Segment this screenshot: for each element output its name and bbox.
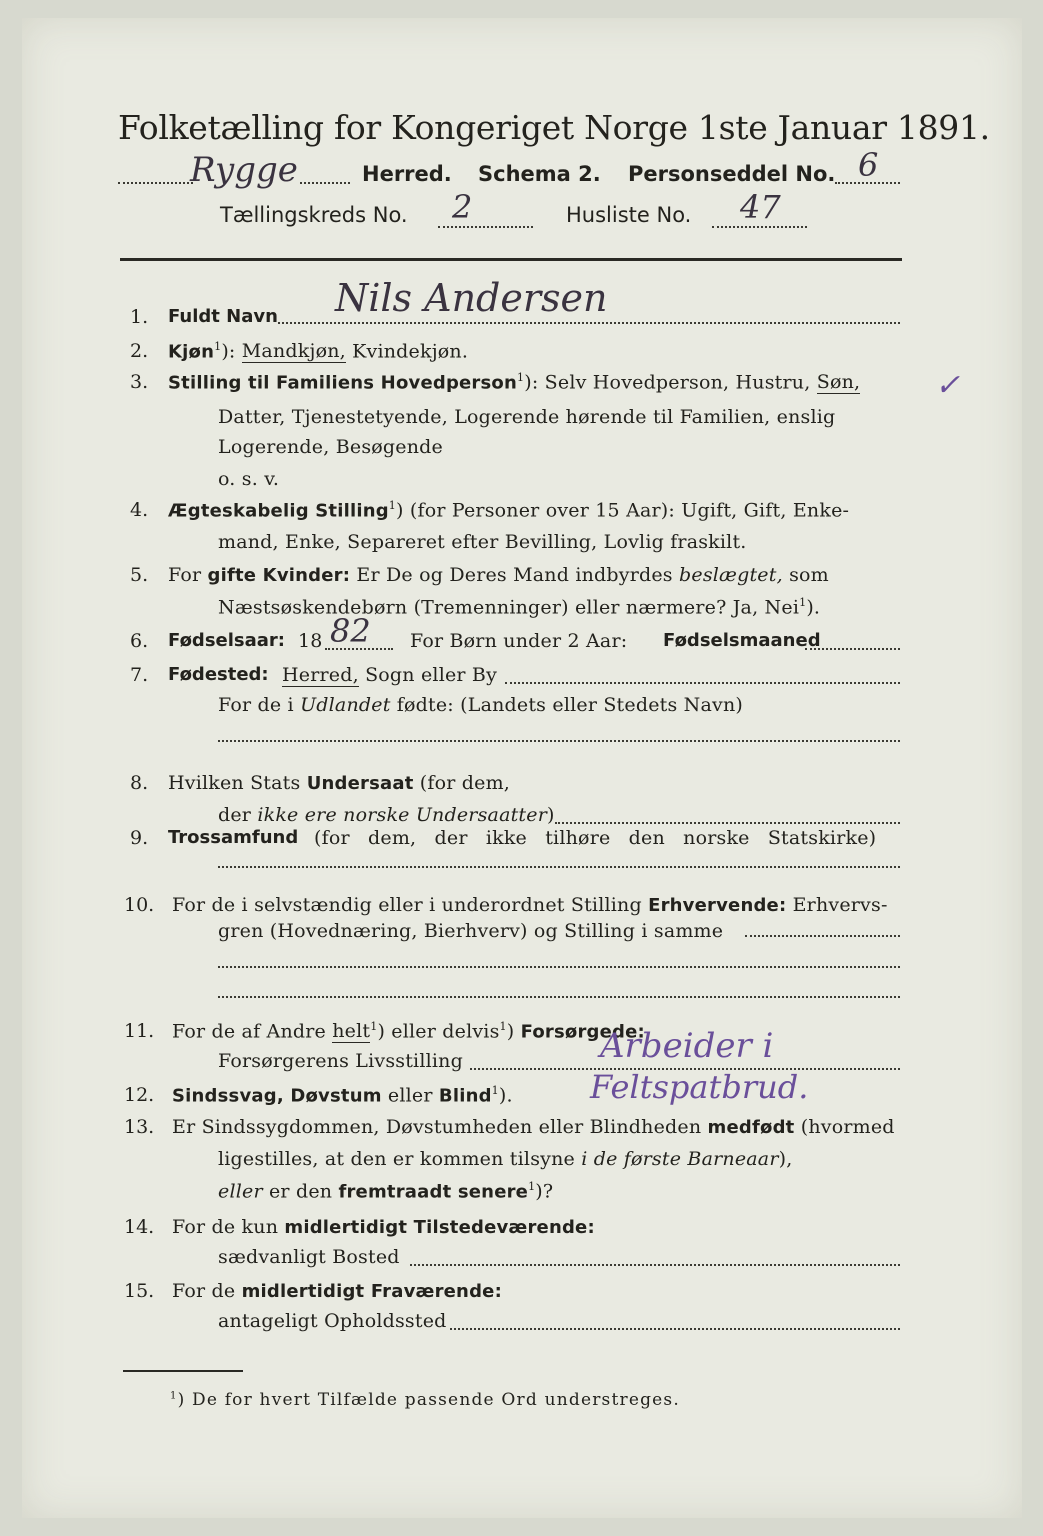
congenital-label: medfødt (707, 1117, 795, 1138)
husliste-dotted-line (712, 226, 807, 228)
married-women-related: beslægtet, (679, 564, 783, 586)
religion-label: Trossamfund (168, 827, 299, 848)
footnote-text: ) De for hvert Tilfælde passende Ord understreges. (177, 1390, 680, 1410)
birthplace-herred: Herred, (282, 664, 359, 686)
herred-dotted-line (118, 182, 193, 184)
item-number: 2. (130, 340, 149, 362)
footnote-marker: 1 (528, 1180, 536, 1193)
birth-month-label: Fødselsmaaned (663, 630, 821, 651)
form-title: Folketælling for Kongeriget Norge 1ste Januar 1891. (118, 108, 990, 147)
birth-month-line (805, 648, 900, 650)
birthplace-row (282, 664, 497, 686)
congenital-later-label: fremtraadt senere (338, 1181, 529, 1203)
item-number: 9. (130, 827, 149, 849)
supported-label: Forsørgede: (520, 1021, 645, 1043)
citizenship-row (168, 772, 510, 794)
item-number: 4. (130, 499, 149, 521)
congenital-or: eller (218, 1180, 263, 1203)
married-women-label: gifte Kvinder: (207, 565, 351, 586)
citizenship-line (555, 822, 900, 824)
sex-label: Kjøn (168, 341, 215, 363)
item-number: 5. (130, 564, 149, 586)
religion-line (218, 866, 900, 868)
item-number: 12. (124, 1084, 155, 1106)
supported-close: ) (506, 1020, 515, 1043)
family-position-row (168, 371, 860, 393)
supporter-occupation-value: Arbeider i (600, 1026, 774, 1066)
married-women-row (168, 564, 829, 586)
footnote-marker: 1 (370, 1020, 378, 1033)
sex-option-female: Kvindekjøn. (352, 340, 469, 363)
probable-residence-label: antageligt Opholdssted (218, 1310, 447, 1332)
congenital-end: )? (535, 1180, 554, 1203)
birth-year-label: Fødselsaar: (168, 630, 285, 651)
congenital-ital: i de første Barneaar (581, 1148, 779, 1170)
congenital-close: ), (778, 1148, 793, 1170)
supported-row (172, 1020, 645, 1042)
citizenship-post: (for dem, (419, 772, 511, 794)
supported-partly: ) eller delvis (377, 1020, 500, 1043)
footnote-marker: 1 (799, 596, 807, 609)
husliste-label: Husliste No. (566, 203, 692, 227)
family-position-options-3: Logerende, Besøgende (218, 436, 443, 458)
congenital-text: ligestilles, at den er kommen tilsyne (218, 1148, 575, 1170)
congenital-row-3 (218, 1180, 553, 1202)
citizenship-label: Undersaat (306, 773, 414, 794)
disability-row (172, 1084, 513, 1106)
family-position-etc: o. s. v. (218, 468, 280, 490)
temporary-present-pre: For de kun (172, 1216, 279, 1238)
sex-option-male: Mandkjøn, (241, 340, 346, 363)
citizenship-ital: ikke ere norske Undersaatter (257, 804, 547, 826)
married-women-pre: For (168, 564, 202, 586)
probable-residence-line (450, 1328, 900, 1330)
married-women-question-2: Næstsøskendebørn (Tremenninger) eller nærmere? Ja, Nei (218, 596, 800, 619)
footnote-marker: 1 (517, 371, 525, 384)
item-number: 10. (124, 894, 155, 916)
sex-row (168, 340, 468, 362)
header-rule (120, 258, 902, 261)
disability-handwritten-value: Feltspatbrud. (590, 1068, 809, 1106)
birth-month-question: For Børn under 2 Aar: (410, 630, 628, 652)
occupation-row (172, 894, 888, 916)
full-name-line (278, 322, 900, 324)
occupation-line-1 (745, 935, 900, 937)
temporary-absent-pre: For de (172, 1280, 236, 1302)
disability-label-2: Blind (438, 1085, 492, 1107)
married-women-som: som (789, 564, 829, 586)
footnote (170, 1390, 680, 1410)
married-women-row-2 (218, 596, 820, 618)
congenital-row-2 (218, 1148, 792, 1170)
footnote-marker: 1 (499, 1020, 507, 1033)
occupation-line-2 (218, 966, 900, 968)
personseddel-label: Personseddel No. (628, 162, 836, 186)
item-number: 15. (124, 1280, 155, 1302)
married-women-question: Er De og Deres Mand indbyrdes (356, 564, 673, 586)
temporary-present-label: midlertidigt Tilstedeværende: (284, 1217, 595, 1238)
birthplace-abroad-text: fødte: (Landets eller Stedets Navn) (396, 694, 744, 716)
footnote-marker: 1 (170, 1390, 178, 1402)
kreds-dotted-line (438, 226, 533, 228)
item-number: 11. (124, 1020, 155, 1042)
sex-colon: ): (221, 340, 236, 363)
occupation-question: For de i selvstændig eller i underordnet Stilling (172, 894, 642, 916)
occupation-label: Erhvervende: (648, 895, 787, 916)
family-position-options: ): Selv Hovedperson, Hustru, (524, 371, 811, 394)
item-number: 6. (130, 630, 149, 652)
check-mark-icon: ✓ (935, 368, 961, 403)
occupation-question-2: gren (Hovednæring, Bierhverv) og Stilling i samme (218, 920, 724, 942)
temporary-absent-row (172, 1280, 502, 1302)
married-women-end: ). (806, 596, 821, 619)
birthplace-abroad-row (218, 694, 743, 716)
footnote-marker: 1 (491, 1084, 499, 1097)
citizenship-close: ) (547, 804, 555, 826)
citizenship-row-2 (218, 804, 555, 826)
item-number: 8. (130, 772, 149, 794)
personseddel-value: 6 (858, 146, 879, 184)
full-name-value: Nils Andersen (335, 276, 608, 320)
herred-dotted-line-2 (300, 182, 350, 184)
usual-residence-label: sædvanligt Bosted (218, 1246, 400, 1268)
herred-label: Herred. (362, 162, 452, 186)
marital-options: ) (for Personer over 15 Aar): Ugift, Gift, Enke- (396, 499, 850, 522)
supporter-occupation-label: Forsørgerens Livsstilling (218, 1050, 463, 1072)
disability-label: Sindssvag, Døvstum (172, 1085, 382, 1107)
occupation-line-3 (218, 996, 900, 998)
item-number: 13. (124, 1116, 155, 1138)
birth-year-prefix: 18 (298, 630, 323, 652)
birth-year-value: 82 (330, 612, 371, 650)
occupation-post: Erhvervs- (792, 894, 888, 916)
birth-year-line (325, 648, 393, 650)
birthplace-abroad-line (218, 740, 900, 742)
usual-residence-line (410, 1264, 900, 1266)
congenital-post: (hvormed (800, 1116, 895, 1138)
herred-value: Rygge (190, 150, 298, 190)
marital-row (168, 499, 849, 521)
family-position-son: Søn, (816, 371, 861, 394)
schema-label: Schema 2. (478, 162, 601, 186)
footnote-rule (123, 1370, 243, 1372)
birthplace-line (505, 682, 900, 684)
footnote-marker: 1 (214, 340, 222, 353)
kreds-label: Tællingskreds No. (220, 203, 408, 227)
footnote-marker: 1 (388, 499, 396, 512)
congenital-question: Er Sindssygdommen, Døvstumheden eller Blindheden (172, 1116, 702, 1138)
item-number: 14. (124, 1216, 155, 1238)
religion-question: (for dem, der ikke tilhøre den norske Statskirke) (314, 827, 877, 849)
full-name-label: Fuldt Navn (168, 306, 278, 327)
family-position-label: Stilling til Familiens Hovedperson (168, 372, 518, 394)
husliste-value: 47 (740, 188, 781, 226)
birthplace-abroad-ital: Udlandet (300, 694, 391, 716)
birthplace-label: Fødested: (168, 664, 269, 685)
temporary-present-row (172, 1216, 595, 1238)
supported-fully: helt (332, 1020, 371, 1043)
marital-options-2: mand, Enke, Separeret efter Bevilling, Lovlig fraskilt. (218, 531, 747, 553)
family-position-options-2: Datter, Tjenestetyende, Logerende hørende til Familien, enslig (218, 406, 836, 428)
birthplace-abroad-pre: For de i (218, 694, 294, 716)
congenital-text-3: er den (268, 1180, 333, 1203)
congenital-row (172, 1116, 895, 1138)
item-number: 7. (130, 664, 149, 686)
item-number: 3. (130, 371, 149, 393)
supported-pre: For de af Andre (172, 1020, 326, 1043)
citizenship-pre: Hvilken Stats (168, 772, 301, 794)
citizenship-der: der (218, 804, 252, 826)
kreds-value: 2 (452, 188, 473, 226)
disability-or: eller (387, 1084, 433, 1107)
personseddel-dotted-line (835, 182, 900, 184)
disability-end: ). (498, 1084, 513, 1107)
birthplace-options: Sogn eller By (365, 664, 498, 686)
item-number: 1. (130, 306, 149, 328)
marital-label: Ægteskabelig Stilling (168, 500, 389, 522)
temporary-absent-label: midlertidigt Fraværende: (241, 1281, 502, 1302)
